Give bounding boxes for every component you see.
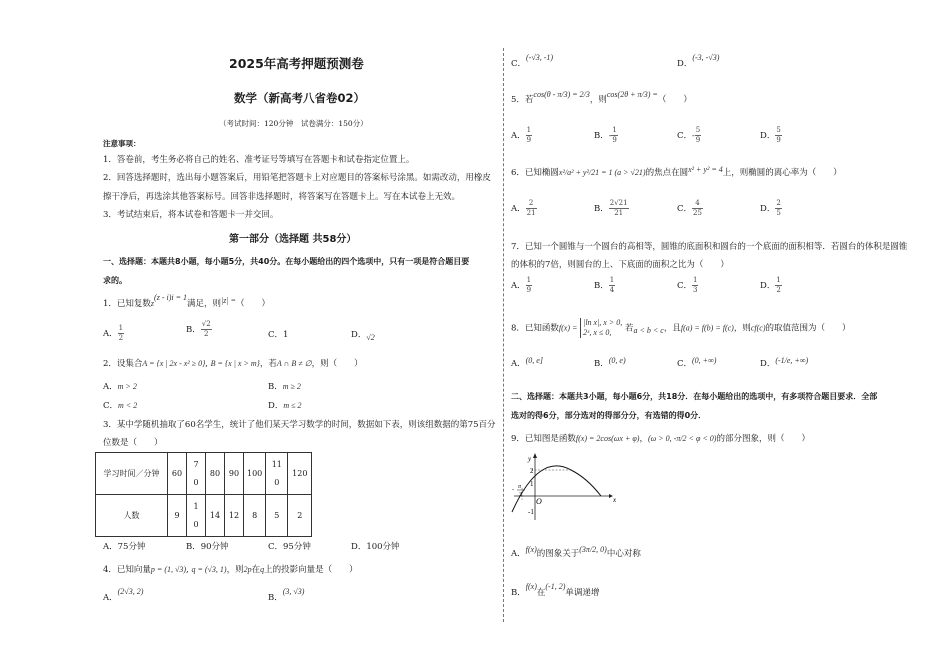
study-time-table <box>95 452 312 537</box>
question-2-option-d[interactable]: D．m ≤ 2 <box>268 401 302 411</box>
y-axis-arrow <box>533 453 537 458</box>
table-cell: 12 <box>225 495 244 537</box>
question-1-option-c[interactable]: C．1 <box>268 330 289 340</box>
x-tick-pi: π <box>518 484 522 490</box>
section2-line-1: 二、选择题：本题共3小题，每小题6分，共18分．在每小题给出的选项中，有多项符合题目要求．全部 <box>511 392 878 401</box>
y-tick-minus-1: -1 <box>528 508 534 516</box>
question-9-stem: 9．已知图是函数f(x) = 2cos(ωx + φ)，(ω > 0, -π/2 < φ < 0)的部分图象，则（ ） <box>511 434 810 444</box>
table-cell: 5 <box>266 495 288 537</box>
section2-line-2: 选对的得6分，部分选对的得部分分，有选错的得0分． <box>511 411 707 420</box>
question-8-option-a[interactable]: A．(0, e] <box>511 356 543 369</box>
function-graph <box>509 452 619 522</box>
table-cell: 100 <box>244 453 266 495</box>
question-8-option-b[interactable]: B．(0, e) <box>594 356 626 369</box>
question-4-stem: 4．已知向量p = (1, √3), q = (√3, 1)，则2p在q上的投影向量是（ ） <box>103 565 358 575</box>
notice-item-2-line-1: 2．回答选择题时，选出每小题答案后，用铅笔把答题卡上对应题目的答案标号涂黑。如需改动，用橡皮 <box>103 173 491 183</box>
question-7-line-2: 的体积的7倍，则圆台的上、下底面的面积之比为（ ） <box>511 260 729 270</box>
question-9-option-a[interactable]: A．f(x)的图象关于(3π/2, 0)中心对称 <box>511 545 641 559</box>
x-label: x <box>613 496 617 504</box>
question-7-option-d[interactable]: D． $\frac{1}{2}$ <box>760 276 781 294</box>
table-cell: 14 <box>206 495 225 537</box>
table-row <box>96 495 312 537</box>
table-cell: 60 <box>168 453 187 495</box>
question-3-option-a[interactable]: A．75分钟 <box>103 542 146 552</box>
section1-line-2: 求的。 <box>103 276 127 285</box>
question-6-option-d[interactable]: D． $\frac{2}{5}$ <box>760 199 781 217</box>
table-cell: 11 0 <box>266 453 288 495</box>
question-2-stem: 2．设集合A = {x | 2x - x² ≥ 0}, B = {x | x > m}，若A ∩ B ≠ ∅，则（ ） <box>103 359 363 369</box>
origin-label: O <box>536 497 542 506</box>
y-label: y <box>528 455 532 463</box>
exam-subtitle: 数学（新高考八省卷02） <box>234 91 366 105</box>
question-4-option-d[interactable]: D．(-3, -√3) <box>677 53 720 69</box>
table-cell: 120 <box>288 453 312 495</box>
question-3-line-2: 位数是（ ） <box>103 438 163 448</box>
question-5-option-d[interactable]: D． $\frac{5}{9}$ <box>760 126 781 144</box>
part1-title: 第一部分（选择题 共58分） <box>229 234 357 245</box>
table-cell: 2 <box>288 495 312 537</box>
question-6-option-a[interactable]: A． $\frac{2}{21}$ <box>511 199 536 217</box>
x-tick-denominator: 3 <box>519 492 522 498</box>
notice-item-3: 3．考试结束后，将本试卷和答题卡一并交回。 <box>103 210 279 220</box>
question-3-option-d[interactable]: D．100分钟 <box>351 542 400 552</box>
question-8-stem: 8．已知函数f(x) = |ln x|, x > 0, 2ˣ, x ≤ 0, 若a < b < c，且f(a) = f(b) = f(c)，则cf(c)的取值范围为（ ） <box>511 318 851 337</box>
question-6-stem: 6．已知椭圆x²/a² + y²/21 = 1 (a > √21)的焦点在圆x² + y² = 4上，则椭圆的离心率为（ ） <box>511 165 842 178</box>
question-4-option-b[interactable]: B．(3, √3) <box>268 587 305 603</box>
notice-item-1: 1．答卷前，考生务必将自己的姓名、准考证号等填写在答题卡和试卷指定位置上。 <box>103 155 415 165</box>
question-3-option-c[interactable]: C．95分钟 <box>268 542 311 552</box>
x-tick-minus-sign: - <box>512 487 514 493</box>
question-6-option-b[interactable]: B． $\frac{2√21}{21}$ <box>594 199 628 217</box>
question-8-option-d[interactable]: D．(-1/e, +∞) <box>760 356 809 369</box>
question-5-option-a[interactable]: A． $\frac{1}{9}$ <box>511 126 532 144</box>
table-cell: 80 <box>206 453 225 495</box>
question-7-option-b[interactable]: B． $\frac{1}{4}$ <box>594 276 615 294</box>
question-5-stem: 5．若cos(θ - π/3) = 2/3，则cos(2θ + π/3) =（ ） <box>511 90 692 105</box>
question-5-option-b[interactable]: B．- $\frac{1}{9}$ <box>594 126 617 144</box>
table-cell: 9 <box>168 495 187 537</box>
question-7-option-a[interactable]: A． $\frac{1}{9}$ <box>511 276 532 294</box>
table-header-cell: 学习时间／分钟 <box>96 453 168 495</box>
question-7-option-c[interactable]: C． $\frac{1}{3}$ <box>677 276 698 294</box>
piecewise-brace: |ln x|, x > 0, 2ˣ, x ≤ 0, <box>580 318 622 338</box>
question-4-option-c[interactable]: C．(-√3, -1) <box>511 53 554 69</box>
question-3-option-b[interactable]: B．90分钟 <box>186 542 229 552</box>
y-tick-1: 1 <box>530 480 534 488</box>
table-cell: 90 <box>225 453 244 495</box>
question-2-option-a[interactable]: A．m > 2 <box>103 382 137 392</box>
question-1-stem: 1．已知复数z(z - i)i = 1满足，则|z| =（ ） <box>103 293 270 309</box>
column-divider <box>503 48 504 622</box>
question-4-option-a[interactable]: A．(2√3, 2) <box>103 587 144 603</box>
notice-item-2-line-2: 擦干净后，再选涂其他答案标号。回答非选择题时，将答案写在答题卡上。写在本试卷上无效。 <box>103 192 461 202</box>
table-cell: 7 0 <box>187 453 206 495</box>
question-1-option-b[interactable]: B． $\frac{√2}{2}$ <box>186 320 211 338</box>
cosine-curve <box>512 466 601 512</box>
table-header-cell: 人数 <box>96 495 168 537</box>
question-2-option-c[interactable]: C．m < 2 <box>103 401 138 411</box>
question-7-line-1: 7．已知一个圆锥与一个圆台的高相等，圆锥的底面积和圆台的一个底面的面积相等．若圆台的体积是圆锥 <box>511 242 908 252</box>
question-3-line-1: 3．某中学随机抽取了60名学生，统计了他们某天学习数学的时间，数据如下表，则该组数据的第75百分 <box>103 420 496 430</box>
question-1-option-d[interactable]: D．√2 <box>351 330 375 342</box>
question-9-option-b[interactable]: B．f(x)在(-1, 2)单调递增 <box>511 582 600 598</box>
exam-title: 2025年高考押题预测卷 <box>229 56 364 71</box>
table-row <box>96 453 312 495</box>
table-cell: 8 <box>244 495 266 537</box>
y-tick-2: 2 <box>530 467 534 475</box>
table-cell: 1 0 <box>187 495 206 537</box>
question-6-option-c[interactable]: C． $\frac{4}{25}$ <box>677 199 702 217</box>
exam-info: （考试时间：120分钟 试卷满分：150分） <box>219 119 368 128</box>
question-8-option-c[interactable]: C．(0, +∞) <box>677 356 717 369</box>
question-1-option-a[interactable]: A． $\frac{1}{2}$ <box>103 324 124 342</box>
notice-heading: 注意事项： <box>103 139 141 148</box>
question-5-option-c[interactable]: C．- $\frac{5}{9}$ <box>677 126 701 144</box>
question-2-option-b[interactable]: B．m ≥ 2 <box>268 382 301 392</box>
section1-line-1: 一、选择题：本题共8小题，每小题5分，共40分。在每小题给出的四个选项中，只有一项是符合题目要 <box>103 257 470 266</box>
